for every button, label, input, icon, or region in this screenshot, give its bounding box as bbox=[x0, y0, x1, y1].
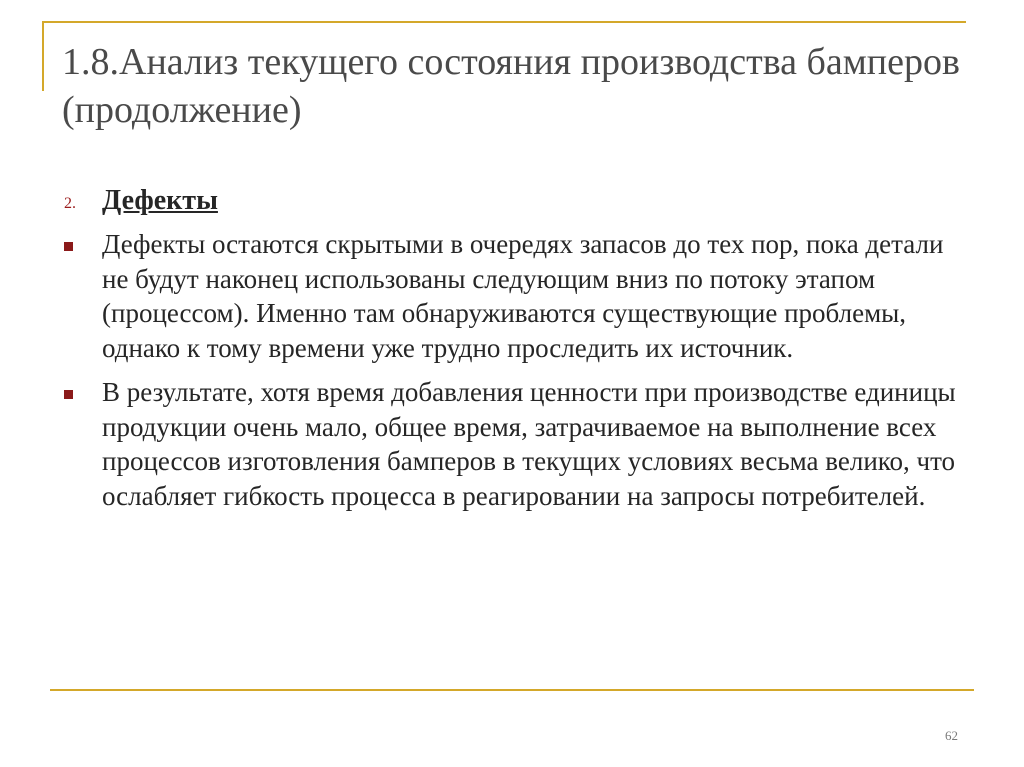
bullet-text: В результате, хотя время добавления ценности при производстве единицы продукции очень мало, общее время, затрачиваемое на выполнение всех процессов изготовления бамперов в текущих условиях весьма велико, что ослабляет гибкость процесса в реагировании на запросы потребителей. bbox=[102, 377, 956, 511]
slide-title: 1.8.Анализ текущего состояния производства бамперов (продолжение) bbox=[62, 41, 960, 131]
page-number: 62 bbox=[945, 728, 958, 743]
bullet-item bbox=[62, 227, 962, 365]
numbered-item bbox=[62, 183, 962, 223]
section-heading: Дефекты bbox=[102, 185, 218, 216]
bullet-text: Дефекты остаются скрытыми в очередях запасов до тех пор, пока детали не будут наконец использованы следующим вниз по потоку этапом (процессом). Именно там обнаруживаются существующие проблемы, однако к тому времени уже трудно проследить их источник. bbox=[102, 229, 944, 363]
left-accent-rule bbox=[42, 21, 44, 91]
square-bullet-icon bbox=[64, 242, 73, 251]
slide-body bbox=[62, 183, 962, 513]
bullet-item bbox=[62, 375, 962, 513]
bottom-accent-rule bbox=[50, 689, 974, 691]
square-bullet-icon bbox=[64, 390, 73, 399]
top-accent-rule bbox=[42, 21, 966, 23]
item-number: 2. bbox=[64, 195, 76, 212]
